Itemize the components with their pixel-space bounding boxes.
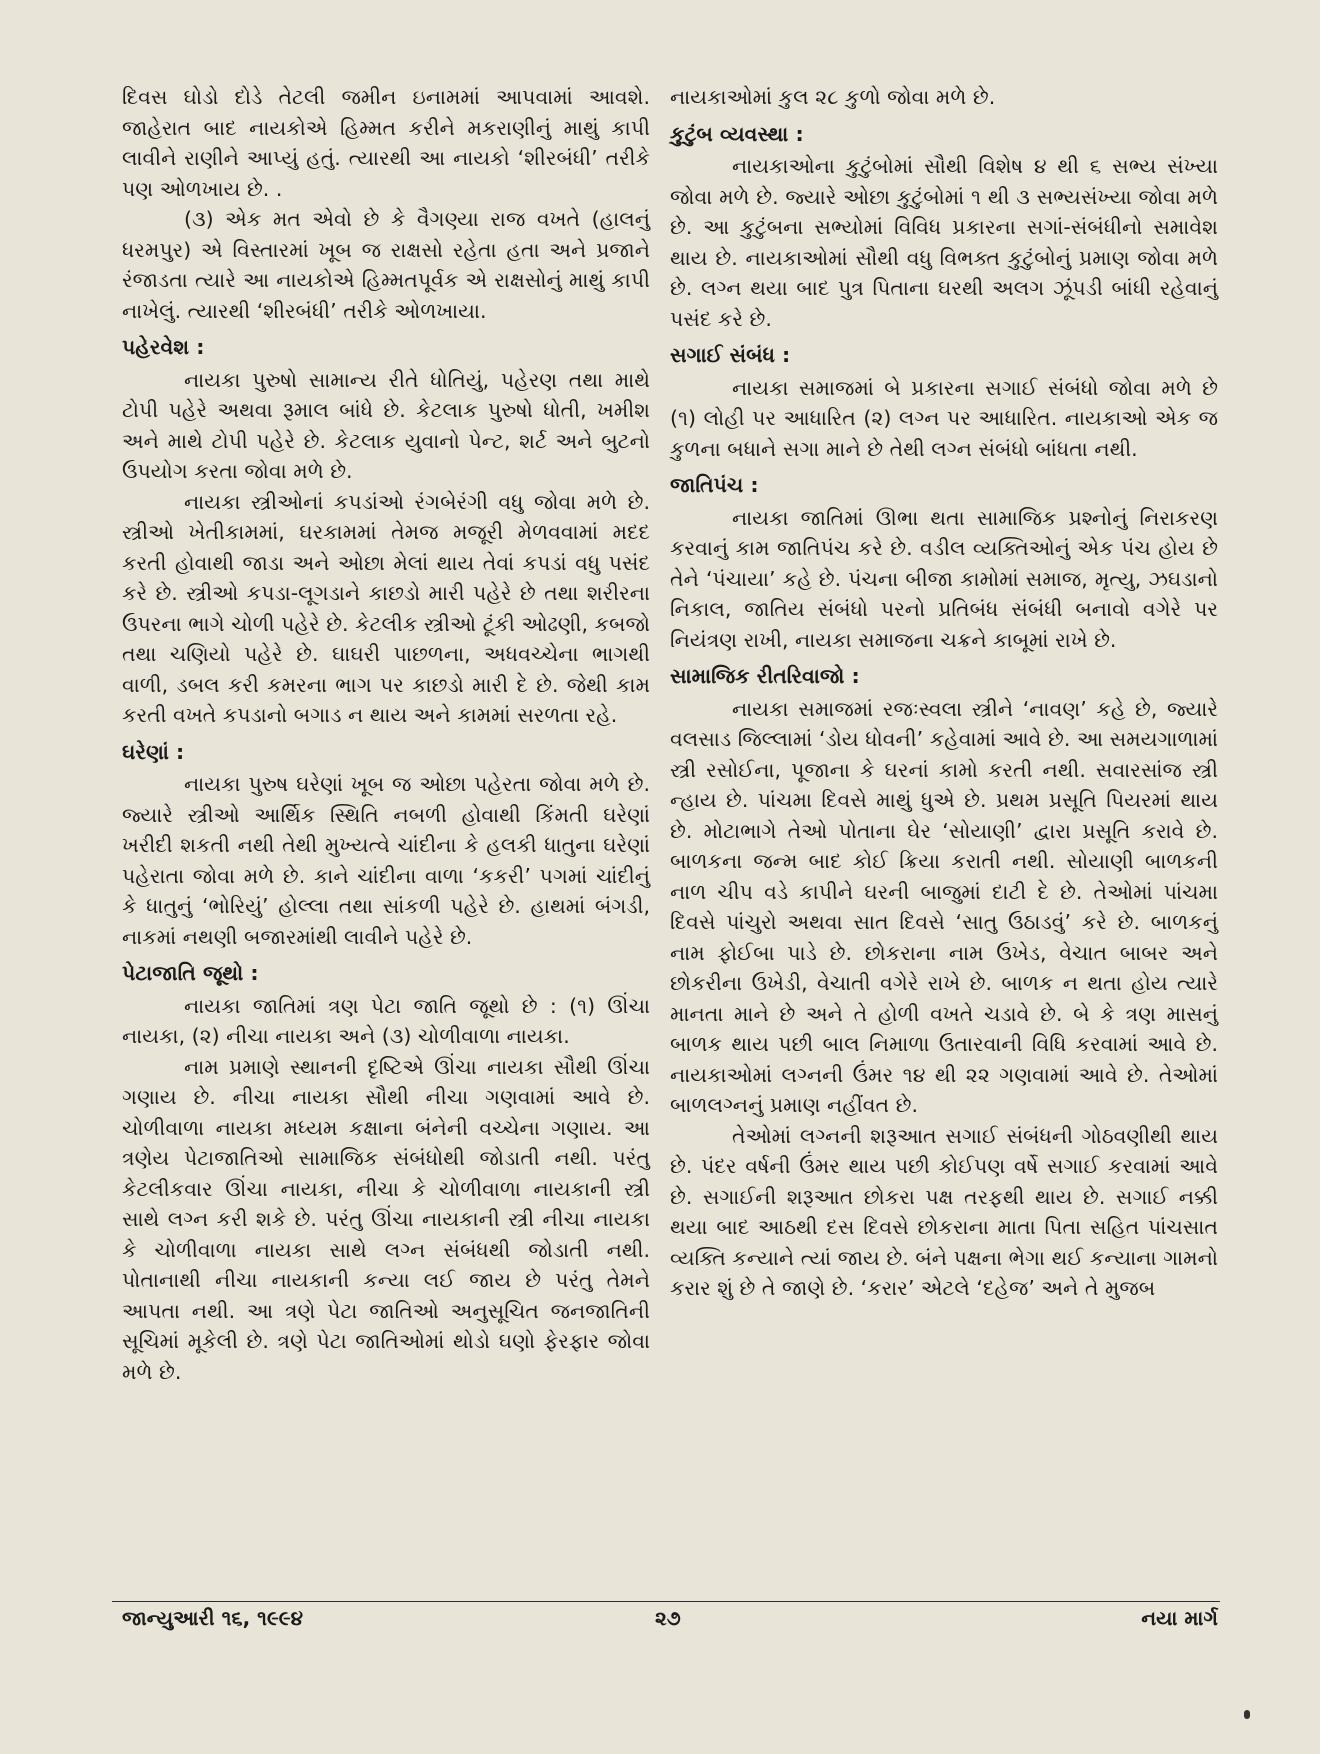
paragraph: નાયકા સ્ત્રીઓનાં કપડાંઓ રંગબેરંગી વધુ જોવા મળે છે. સ્ત્રીઓ ખેતીકામમાં, ઘરકામમાં તેમજ મજૂરી મેળવવામાં મદદ કરતી હોવાથી જાડા અને ઓછા મેલાં થાય તેવાં કપડાં વધુ પસંદ કરે છે. સ્ત્રીઓ કપડા-લૂગડાને કાછડો મારી પહેરે છે તથા શરીરના ઉપરના ભાગે ચોળી પહેરે છે. કેટલીક સ્ત્રીઓ ટૂંકી ઓઢણી, કબજો તથા ચણિયો પહેરે છે. ઘાઘરી પાછળના, અધવચ્ચેના ભાગથી વાળી, ડબલ કરી કમરના ભાગ પર કાછડો મારી દે છે. જેથી કામ કરતી વખતે કપડાનો બગાડ ન થાય અને કામમાં સરળતા રહે. — [122, 489, 650, 727]
section-heading-gharena: ઘરેણાં : — [122, 739, 185, 764]
section-heading-pahervesh: પહેરવેશ : — [122, 335, 205, 359]
section-heading-sagai: સગાઈ સંબંધ : — [670, 343, 791, 367]
section-heading-kutumb: કુટુંબ વ્યવસ્થા : — [670, 121, 804, 146]
right-column — [670, 82, 1218, 1304]
paragraph: નાયકા જાતિમાં ત્રણ પેટા જાતિ જૂથો છે : (૧) ઊંચા નાયકા, (૨) નીચા નાયકા અને (૩) ચોળીવાળા નાયકા. — [122, 993, 650, 1048]
paragraph: નામ પ્રમાણે સ્થાનની દૃષ્ટિએ ઊંચા નાયકા સૌથી ઊંચા ગણાય છે. નીચા નાયકા સૌથી નીચા ગણવામાં આવે છે. ચોળીવાળા નાયકા મધ્યમ કક્ષાના બંનેની વચ્ચેના ગણાય. આ ત્રણેય પેટાજાતિઓ સામાજિક સંબંધોથી જોડાતી નથી. પરંતુ કેટલીકવાર ઊંચા નાયકા, નીચા કે ચોળીવાળા નાયકાની સ્ત્રી સાથે લગ્ન કરી શકે છે. પરંતુ ઊંચા નાયકાની સ્ત્રી નીચા નાયકા કે ચોળીવાળા નાયકા સાથે લગ્ન સંબંધથી જોડાતી નથી. પોતાનાથી નીચા નાયકાની કન્યા લઈ જાય છે પરંતુ તેમને આપતા નથી. આ ત્રણે પેટા જાતિઓ અનુસૂચિત જનજાતિની સૂચિમાં મૂકેલી છે. ત્રણે પેટા જાતિઓમાં થોડો ઘણો ફેરફાર જોવા મળે છે. — [122, 1054, 650, 1384]
footer-date: જાન્યુઆરી ૧૬, ૧૯૯૪ — [122, 1606, 304, 1630]
left-column — [122, 82, 650, 1387]
section-heading-jatipanch: જાતિપંચ : — [670, 473, 759, 497]
footer-divider — [112, 1601, 1220, 1602]
publication-name: નયા માર્ગ — [1141, 1606, 1218, 1630]
paragraph: નાયકાઓના કુટુંબોમાં સૌથી વિશેષ ૪ થી ૬ સભ્ય સંખ્યા જોવા મળે છે. જ્યારે ઓછા કુટુંબોમાં ૧ થી ૩ સભ્યસંખ્યા જોવા મળે છે. આ કુટુંબના સભ્યોમાં વિવિધ પ્રકારના સગાં-સંબંધીનો સમાવેશ થાય છે. નાયકાઓમાં સૌથી વધુ વિભક્ત કુટુંબોનું પ્રમાણ જોવા મળે છે. લગ્ન થયા બાદ પુત્ર પિતાના ઘરથી અલગ ઝૂંપડી બાંધી રહેવાનું પસંદ કરે છે. — [670, 154, 1218, 331]
page-number: ૨૭ — [655, 1606, 681, 1630]
paragraph: તેઓમાં લગ્નની શરૂઆત સગાઈ સંબંધની ગોઠવણીથી થાય છે. પંદર વર્ષની ઉંમર થાય પછી કોઈપણ વર્ષે સગાઈ કરવામાં આવે છે. સગાઈની શરૂઆત છોકરા પક્ષ તરફથી થાય છે. સગાઈ નક્કી થયા બાદ આઠથી દસ દિવસે છોકરાના માતા પિતા સહિત પાંચસાત વ્યક્તિ કન્યાને ત્યાં જાય છે. બંને પક્ષના ભેગા થઈ કન્યાના ગામનો કરાર શું છે તે જાણે છે. ‘કરાર’ એટલે ‘દહેજ’ અને તે મુજબ — [670, 1123, 1218, 1300]
paragraph: નાયકા પુરુષો સામાન્ય રીતે ધોતિયું, પહેરણ તથા માથે ટોપી પહેરે અથવા રૂમાલ બાંધે છે. કેટલાક પુરુષો ધોતી, ખમીશ અને માથે ટોપી પહેરે છે. કેટલાક યુવાનો પેન્ટ, શર્ટ અને બુટનો ઉપયોગ કરતા જોવા મળે છે. — [122, 367, 650, 483]
section-heading-samajik: સામાજિક રીતરિવાજો : — [670, 664, 860, 688]
paragraph: નાયકાઓમાં કુલ ૨૮ કુળો જોવા મળે છે. — [670, 85, 996, 109]
paragraph: (૩) એક મત એવો છે કે વૈગણ્યા રાજ વખતે (હાલનું ધરમપુર) એ વિસ્તારમાં ખૂબ જ રાક્ષસો રહેતા હતા અને પ્રજાને રંજાડતા ત્યારે આ નાયકોએ હિમ્મતપૂર્વક એ રાક્ષસોનું માથું કાપી નાખેલું. ત્યારથી ‘શીરબંધી’ તરીકે ઓળખાયા. — [122, 207, 650, 323]
paragraph: નાયકા સમાજમાં બે પ્રકારના સગાઈ સંબંધો જોવા મળે છે (૧) લોહી પર આધારિત (૨) લગ્ન પર આધારિત. નાયકાઓ એક જ કુળના બધાને સગા માને છે તેથી લગ્ન સંબંધો બાંધતા નથી. — [670, 375, 1218, 461]
section-heading-petajati: પેટાજાતિ જૂથો : — [122, 961, 259, 985]
print-speck — [1244, 1710, 1250, 1719]
paragraph: દિવસ ઘોડો દોડે તેટલી જમીન ઇનામમાં આપવામાં આવશે. જાહેરાત બાદ નાયકોએ હિમ્મત કરીને મકરાણીનું માથું કાપી લાવીને રાણીને આપ્યું હતું. ત્યારથી આ નાયકો ‘શીરબંધી’ તરીકે પણ ઓળખાય છે. . — [122, 85, 650, 201]
paragraph: નાયકા જાતિમાં ઊભા થતા સામાજિક પ્રશ્નોનું નિરાકરણ કરવાનું કામ જાતિપંચ કરે છે. વડીલ વ્યક્તિઓનું એક પંચ હોય છે તેને ‘પંચાયા’ કહે છે. પંચના બીજા કામોમાં સમાજ, મૃત્યુ, ઝઘડાનો નિકાલ, જાતિય સંબંધો પરનો પ્રતિબંધ સંબંધી બનાવો વગેરે પર નિયંત્રણ રાખી, નાયકા સમાજના ચક્રને કાબૂમાં રાખે છે. — [670, 505, 1218, 652]
paragraph: નાયકા સમાજમાં રજઃસ્વલા સ્ત્રીને ‘નાવણ’ કહે છે, જ્યારે વલસાડ જિલ્લામાં ‘ડોય ધોવની’ કહેવામાં આવે છે. આ સમયગાળામાં સ્ત્રી રસોઈના, પૂજાના કે ઘરનાં કામો કરતી નથી. સવારસાંજ સ્ત્રી ન્હાય છે. પાંચમા દિવસે માથું ધુએ છે. પ્રથમ પ્રસૂતિ પિયરમાં થાય છે. મોટાભાગે તેઓ પોતાના ઘેર ‘સોયાણી’ દ્વારા પ્રસૂતિ કરાવે છે. બાળકના જન્મ બાદ કોઈ ક્રિયા કરાતી નથી. સોયાણી બાળકની નાળ ચીપ વડે કાપીને ઘરની બાજુમાં દાટી દે છે. તેઓમાં પાંચમા દિવસે પાંચુરો અથવા સાત દિવસે ‘સાતુ ઉઠાડવું’ કરે છે. બાળકનું નામ ફોઈબા પાડે છે. છોકરાના નામ ઉખેડ, વેચાત બાબર અને છોકરીના ઉખેડી, વેચાતી વગેરે રાખે છે. બાળક ન થતા હોય ત્યારે માનતા માને છે અને તે હોળી વખતે ચડાવે છે. બે કે ત્રણ માસનું બાળક થાય પછી બાલ નિમાળા ઉતારવાની વિધિ કરવામાં આવે છે. નાયકાઓમાં લગ્નની ઉંમર ૧૪ થી ૨૨ ગણવામાં આવે છે. તેઓમાં બાળલગ્નનું પ્રમાણ નહીંવત છે. — [670, 696, 1218, 1117]
paragraph: નાયકા પુરુષ ઘરેણાં ખૂબ જ ઓછા પહેરતા જોવા મળે છે. જ્યારે સ્ત્રીઓ આર્થિક સ્થિતિ નબળી હોવાથી કિંમતી ઘરેણાં ખરીદી શકતી નથી તેથી મુખ્યત્વે ચાંદીના કે હલકી ધાતુના ઘરેણાં પહેરાતા જોવા મળે છે. કાને ચાંદીના વાળા ‘કકરી’ પગમાં ચાંદીનું કે ધાતુનું ‘ભોરિયું’ હોલ્લા તથા સાંકળી પહેરે છે. હાથમાં બંગડી, નાકમાં નથણી બજારમાંથી લાવીને પહેરે છે. — [122, 772, 650, 949]
